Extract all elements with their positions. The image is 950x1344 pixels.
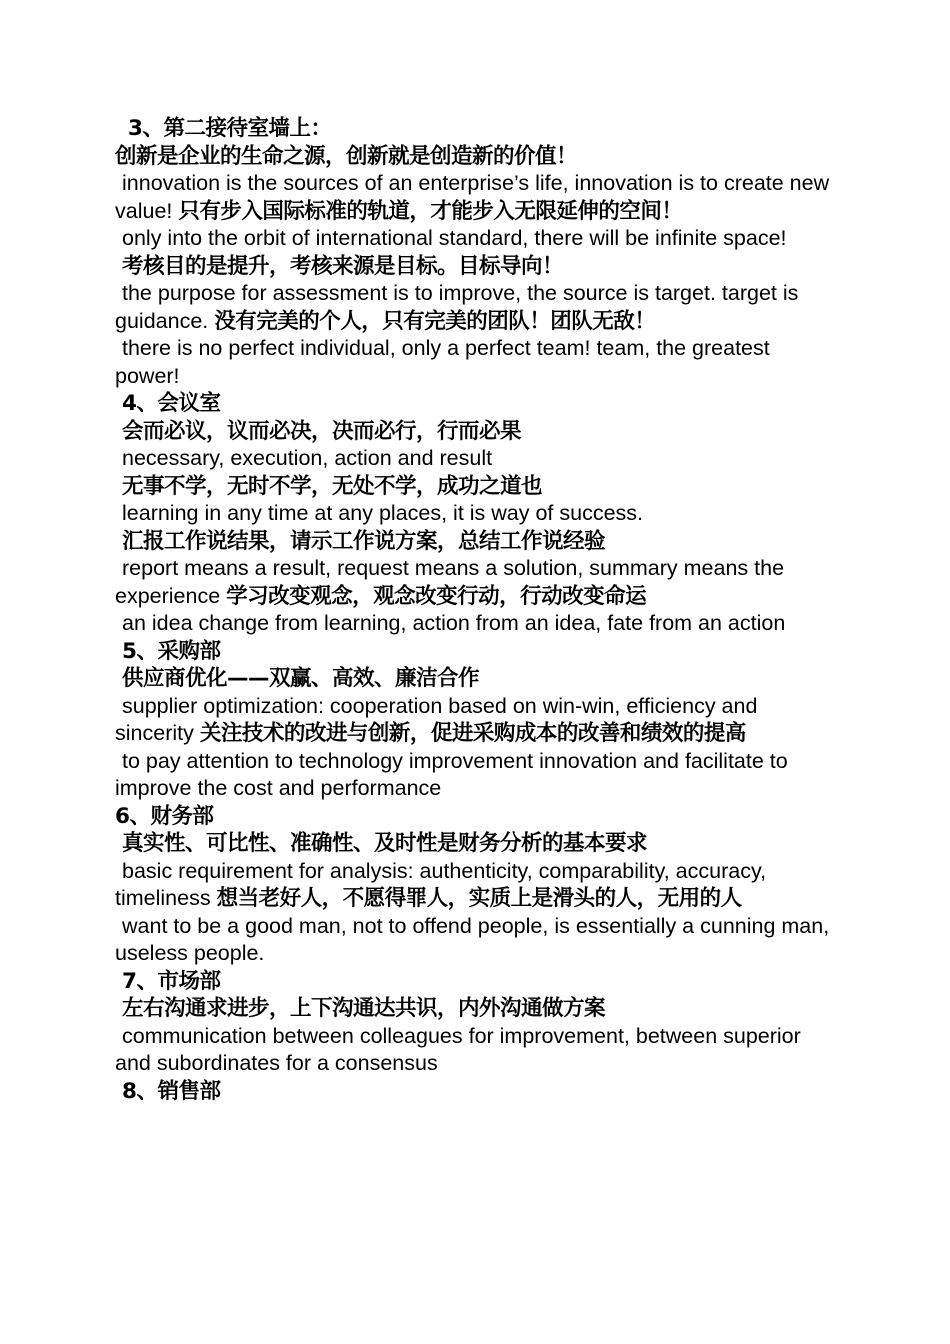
- section-4-slogan-2-en: learning in any time at any places, it is way of success.: [122, 501, 644, 525]
- section-3-slogan-1-zh: 创新是企业的生命之源，创新就是创造新的价值！: [115, 143, 578, 169]
- section-3-slogan-2-en: only into the orbit of international standard, there will be infinite space!: [122, 226, 787, 250]
- section-7-heading: 7、市场部: [122, 968, 221, 994]
- section-3-slogan-3-zh: 考核目的是提升，考核来源是目标。目标导向！: [122, 253, 564, 279]
- section-5-slogan-2-zh: 关注技术的改进与创新，促进采购成本的改善和绩效的提高: [199, 721, 746, 746]
- document-page: [115, 115, 835, 1105]
- section-5-heading: 5、采购部: [122, 638, 221, 664]
- section-5-slogan-2-en: to pay attention to technology improvement innovation and facilitate to improve the cost and performance: [115, 748, 788, 800]
- section-4-slogan-1-zh: 会而必议，议而必决，决而必行，行而必果: [122, 418, 522, 444]
- section-4-slogan-4-zh: 学习改变观念，观念改变行动，行动改变命运: [226, 583, 647, 609]
- section-6-slogan-2-zh: 想当老好人，不愿得罪人，实质上是滑头的人，无用的人: [216, 886, 742, 911]
- section-6-heading: 6、财务部: [115, 803, 214, 829]
- section-4-slogan-3-en: report means a result, request means a solution, summary means the experience 学习改变观念，观念改变行动，行动改变命运: [115, 556, 785, 609]
- section-4-slogan-1-en: necessary, execution, action and result: [122, 446, 493, 470]
- section-3-heading: 3、第二接待室墙上：: [128, 116, 332, 141]
- section-7-slogan-1-en: communication between colleagues for improvement, between superior and subordinates for a consensus: [115, 1023, 801, 1075]
- section-4-heading: 4、会议室: [122, 391, 221, 416]
- section-7-slogan-1-zh: 左右沟通求进步，上下沟通达共识，内外沟通做方案: [122, 996, 606, 1021]
- section-3-slogan-4-en: there is no perfect individual, only a perfect team! team, the greatest power!: [115, 336, 770, 388]
- section-4-slogan-4-en: an idea change from learning, action from an idea, fate from an action: [122, 611, 786, 635]
- section-5-slogan-1-en: supplier optimization: cooperation based on win-win, efficiency and sincerity 关注技术的改进与创新，促进采购成本的改善和绩效的提高: [115, 693, 758, 746]
- section-3-slogan-4-zh: 没有完美的个人，只有完美的团队！团队无敌！: [214, 308, 656, 334]
- section-4-slogan-2-zh: 无事不学，无时不学，无处不学，成功之道也: [122, 473, 543, 499]
- section-8-heading: 8、销售部: [122, 1078, 221, 1104]
- section-3-slogan-2-zh: 只有步入国际标准的轨道，才能步入无限延伸的空间！: [178, 198, 683, 224]
- section-6-slogan-1-zh: 真实性、可比性、准确性、及时性是财务分析的基本要求: [122, 831, 648, 856]
- section-5-slogan-1-zh: 供应商优化——双赢、高效、廉洁合作: [122, 666, 480, 691]
- section-6-slogan-1-en: basic requirement for analysis: authenticity, comparability, accuracy, timeliness 想当老好人，不愿得罪人，实质上是滑头的人，无用的人: [115, 858, 767, 911]
- section-3-slogan-3-en: the purpose for assessment is to improve, the source is target. target is guidance. 没有完美的个人，只有完美的团队！团队无敌！: [115, 281, 799, 334]
- section-6-slogan-2-en: want to be a good man, not to offend people, is essentially a cunning man, useless people.: [115, 913, 830, 965]
- section-3-slogan-1-en: innovation is the sources of an enterprise’s life, innovation is to create new value! 只有步入国际标准的轨道，才能步入无限延伸的空间！: [115, 171, 830, 224]
- section-4-slogan-3-zh: 汇报工作说结果，请示工作说方案，总结工作说经验: [122, 528, 606, 554]
